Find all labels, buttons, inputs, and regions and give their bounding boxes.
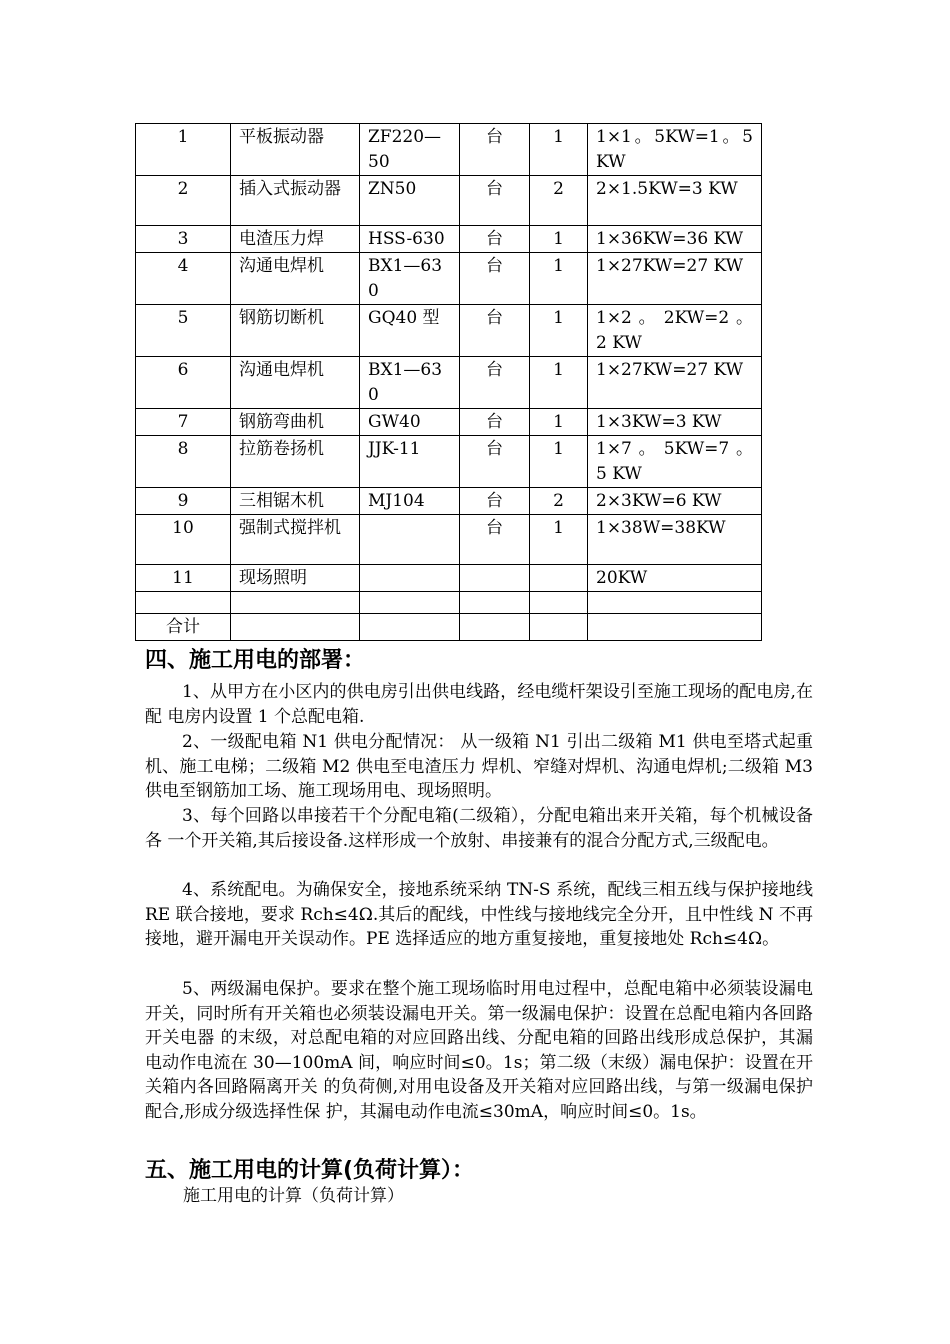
table-cell-qty: 1 <box>530 515 588 565</box>
table-cell-model: ZN50 <box>360 176 460 226</box>
table-cell-qty: 1 <box>530 124 588 176</box>
table-cell-unit: 台 <box>460 305 530 357</box>
table-cell-unit: 台 <box>460 436 530 488</box>
section-4-paragraph-4: 4、系统配电。为确保安全，接地系统采纳 TN-S 系统，配线三相五线与保护接地线 RE 联合接地，要求 Rch≤4Ω.其后的配线，中性线与接地线完全分开，且中性线 N 不再接地，避开漏电开关误动作。PE 选择适应的地方重复接地，重复接地处 Rch≤4Ω。 <box>145 880 813 950</box>
table-cell-no: 11 <box>136 565 231 592</box>
table-cell-power: 1×36KW=36 KW <box>588 226 762 253</box>
table-cell-power <box>588 592 762 614</box>
table-cell-no: 6 <box>136 357 231 409</box>
table-cell-unit: 台 <box>460 409 530 436</box>
table-cell-model: BX1—630 <box>360 253 460 305</box>
table-row <box>136 226 762 253</box>
table-cell-name: 沟通电焊机 <box>231 357 360 409</box>
table-cell-no <box>136 592 231 614</box>
section-5-text: 施工用电的计算（负荷计算） <box>183 1186 404 1206</box>
table-cell-model: HSS-630 <box>360 226 460 253</box>
table-cell-unit <box>460 592 530 614</box>
table-cell-model: GW40 <box>360 409 460 436</box>
table-cell-qty: 2 <box>530 488 588 515</box>
table-cell-unit <box>460 614 530 641</box>
section-5-heading: 五、施工用电的计算(负荷计算）： <box>145 1158 475 1183</box>
section-4-paragraph-2: 2、一级配电箱 N1 供电分配情况： 从一级箱 N1 引出二级箱 M1 供电至塔式起重机、施工电梯；二级箱 M2 供电至电渣压力 焊机、窄缝对焊机、沟通电焊机;二级箱 M3 供电至钢筋加工场、施工现场用电、现场照明。 <box>145 732 813 802</box>
table-cell-qty: 1 <box>530 253 588 305</box>
table-cell-power: 1×3KW=3 KW <box>588 409 762 436</box>
section-4-heading: 四、施工用电的部署： <box>145 648 366 673</box>
table-cell-no: 4 <box>136 253 231 305</box>
table-cell-unit: 台 <box>460 176 530 226</box>
table-cell-qty: 1 <box>530 226 588 253</box>
section-4-paragraph-5: 5、两级漏电保护。要求在整个施工现场临时用电过程中，总配电箱中必须装设漏电开关，同时所有开关箱也必须装设漏电开关。第一级漏电保护：设置在总配电箱内各回路开关电器 的末级，对总配电箱的对应回路出线、分配电箱的回路出线形成总保护，其漏电动作电流在 30—100mA 间，响应时间≤0。1s；第二级（末级）漏电保护：设置在开关箱内各回路隔离开关 的负荷侧,对用电设备及开关箱对应回路出线，与第一级漏电保护配合,形成分级选择性保 护，其漏电动作电流≤30mA，响应时间≤0。1s。 <box>145 979 813 1122</box>
table-cell-qty: 1 <box>530 305 588 357</box>
table-cell-name: 钢筋弯曲机 <box>231 409 360 436</box>
table-row <box>136 488 762 515</box>
table-row <box>136 176 762 226</box>
table-row <box>136 614 762 641</box>
table-cell-no: 9 <box>136 488 231 515</box>
table-cell-qty: 2 <box>530 176 588 226</box>
table-cell-name: 电渣压力焊 <box>231 226 360 253</box>
table-cell-unit: 台 <box>460 253 530 305</box>
table-cell-name: 三相锯木机 <box>231 488 360 515</box>
table-cell-no: 2 <box>136 176 231 226</box>
section-4-paragraph-1: 1、从甲方在小区内的供电房引出供电线路，经电缆杆架设引至施工现场的配电房,在配 电房内设置 1 个总配电箱. <box>145 682 813 727</box>
table-cell-no: 7 <box>136 409 231 436</box>
table-cell-model <box>360 565 460 592</box>
table-cell-name: 拉筋卷扬机 <box>231 436 360 488</box>
table-cell-power: 2×1.5KW=3 KW <box>588 176 762 226</box>
table-cell-power: 2×3KW=6 KW <box>588 488 762 515</box>
table-cell-model: BX1—630 <box>360 357 460 409</box>
table-row <box>136 124 762 176</box>
table-cell-model <box>360 592 460 614</box>
table-row <box>136 515 762 565</box>
table-row <box>136 253 762 305</box>
table-cell-model <box>360 614 460 641</box>
table-cell-model <box>360 515 460 565</box>
table-cell-no: 3 <box>136 226 231 253</box>
table-cell-no: 合计 <box>136 614 231 641</box>
table-cell-name: 现场照明 <box>231 565 360 592</box>
table-cell-name <box>231 614 360 641</box>
table-cell-no: 5 <box>136 305 231 357</box>
table-row <box>136 409 762 436</box>
table-cell-power <box>588 614 762 641</box>
table-cell-name: 插入式振动器 <box>231 176 360 226</box>
table-row <box>136 357 762 409</box>
table-cell-unit: 台 <box>460 515 530 565</box>
table-cell-model: GQ40 型 <box>360 305 460 357</box>
table-cell-name: 钢筋切断机 <box>231 305 360 357</box>
table-cell-model: MJ104 <box>360 488 460 515</box>
table-cell-model: JJK-11 <box>360 436 460 488</box>
table-cell-qty <box>530 565 588 592</box>
table-cell-power: 1×27KW=27 KW <box>588 357 762 409</box>
table-cell-no: 1 <box>136 124 231 176</box>
table-cell-no: 8 <box>136 436 231 488</box>
equipment-table <box>135 123 762 641</box>
table-cell-unit: 台 <box>460 226 530 253</box>
table-cell-qty: 1 <box>530 409 588 436</box>
table-row <box>136 436 762 488</box>
table-cell-power: 1×2 。 2KW=2 。 2 KW <box>588 305 762 357</box>
table-cell-power: 1×7 。 5KW=7 。 5 KW <box>588 436 762 488</box>
table-cell-name: 强制式搅拌机 <box>231 515 360 565</box>
table-cell-qty <box>530 592 588 614</box>
table-cell-unit: 台 <box>460 124 530 176</box>
table-cell-qty: 1 <box>530 357 588 409</box>
table-cell-qty <box>530 614 588 641</box>
table-cell-unit <box>460 565 530 592</box>
table-cell-power: 1×38W=38KW <box>588 515 762 565</box>
table-cell-power: 20KW <box>588 565 762 592</box>
table-cell-unit: 台 <box>460 357 530 409</box>
equipment-table-body <box>136 124 762 641</box>
table-cell-model: ZF220—50 <box>360 124 460 176</box>
table-cell-qty: 1 <box>530 436 588 488</box>
table-cell-no: 10 <box>136 515 231 565</box>
table-cell-unit: 台 <box>460 488 530 515</box>
section-4-paragraph-3: 3、每个回路以串接若干个分配电箱(二级箱），分配电箱出来开关箱，每个机械设备各 一个开关箱,其后接设备.这样形成一个放射、串接兼有的混合分配方式,三级配电。 <box>145 806 813 851</box>
table-cell-name: 沟通电焊机 <box>231 253 360 305</box>
table-row <box>136 305 762 357</box>
table-cell-power: 1×1。5KW=1。5KW <box>588 124 762 176</box>
table-row <box>136 592 762 614</box>
table-cell-name <box>231 592 360 614</box>
table-row <box>136 565 762 592</box>
table-cell-name: 平板振动器 <box>231 124 360 176</box>
table-cell-power: 1×27KW=27 KW <box>588 253 762 305</box>
